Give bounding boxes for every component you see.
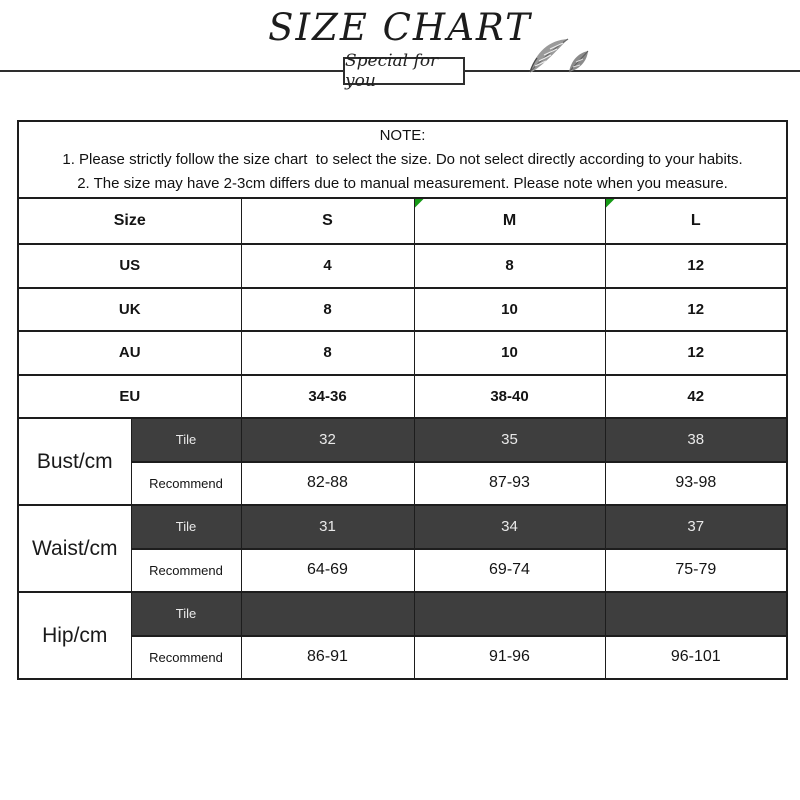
recommend-value: 64-69: [241, 549, 414, 593]
table-row-waist-recommend: [18, 549, 787, 593]
size-header-s: S: [241, 198, 414, 244]
tile-value: 34: [414, 505, 605, 549]
size-header-m-label: M: [502, 212, 517, 229]
group-label-waist: Waist/cm: [18, 505, 131, 592]
table-row-bust-tile: [18, 418, 787, 462]
region-value: 8: [241, 288, 414, 332]
note-row: [18, 121, 787, 198]
region-row-label: UK: [18, 288, 241, 332]
page-title: SIZE CHART: [268, 6, 532, 49]
table-row-bust-recommend: [18, 462, 787, 506]
recommend-value: 87-93: [414, 462, 605, 506]
tile-value: 35: [414, 418, 605, 462]
recommend-sub-label: Recommend: [131, 636, 241, 680]
table-row-us: [18, 244, 787, 288]
region-value: 12: [605, 244, 787, 288]
tile-value: 31: [241, 505, 414, 549]
recommend-value: 93-98: [605, 462, 787, 506]
region-value: 4: [241, 244, 414, 288]
table-row-au: [18, 331, 787, 375]
region-value: 12: [605, 288, 787, 332]
tile-sub-label: Tile: [131, 592, 241, 636]
tile-value: [414, 592, 605, 636]
corner-marker-icon: [415, 199, 424, 208]
recommend-value: 91-96: [414, 636, 605, 680]
note-cell: [18, 121, 787, 198]
size-corner-header: Size: [18, 198, 241, 244]
size-chart-table: [17, 120, 788, 680]
region-value: 8: [414, 244, 605, 288]
recommend-value: 96-101: [605, 636, 787, 680]
ribbon-badge: [343, 51, 465, 91]
recommend-value: 86-91: [241, 636, 414, 680]
table-row-hip-tile: [18, 592, 787, 636]
size-header-l-label: L: [690, 212, 701, 229]
region-row-label: EU: [18, 375, 241, 419]
region-value: 8: [241, 331, 414, 375]
tile-value: [605, 592, 787, 636]
table-row-hip-recommend: [18, 636, 787, 680]
size-header-m: [414, 198, 605, 244]
corner-marker-icon: [606, 199, 615, 208]
tile-value: [241, 592, 414, 636]
group-label-hip: Hip/cm: [18, 592, 131, 679]
recommend-value: 75-79: [605, 549, 787, 593]
region-value: 10: [414, 288, 605, 332]
feather-icon: [522, 34, 602, 76]
region-value: 10: [414, 331, 605, 375]
recommend-sub-label: Recommend: [131, 549, 241, 593]
recommend-sub-label: Recommend: [131, 462, 241, 506]
recommend-value: 82-88: [241, 462, 414, 506]
tile-sub-label: Tile: [131, 505, 241, 549]
region-value: 34-36: [241, 375, 414, 419]
ribbon-label: Special for you: [345, 51, 439, 91]
tile-value: 37: [605, 505, 787, 549]
note-heading: NOTE:: [379, 126, 426, 144]
table-row-waist-tile: [18, 505, 787, 549]
table-row-eu: [18, 375, 787, 419]
tile-value: 32: [241, 418, 414, 462]
region-row-label: US: [18, 244, 241, 288]
note-line-1: 1. Please strictly follow the size chart to select the size. Do not select directly according to your habits.: [62, 150, 743, 168]
region-value: 38-40: [414, 375, 605, 419]
tile-sub-label: Tile: [131, 418, 241, 462]
region-value: 42: [605, 375, 787, 419]
size-header-row: [18, 198, 787, 244]
region-row-label: AU: [18, 331, 241, 375]
note-line-2: 2. The size may have 2-3cm differs due to manual measurement. Please note when you measure.: [77, 174, 728, 192]
group-label-bust: Bust/cm: [18, 418, 131, 505]
table-row-uk: [18, 288, 787, 332]
region-value: 12: [605, 331, 787, 375]
recommend-value: 69-74: [414, 549, 605, 593]
size-header-l: [605, 198, 787, 244]
tile-value: 38: [605, 418, 787, 462]
